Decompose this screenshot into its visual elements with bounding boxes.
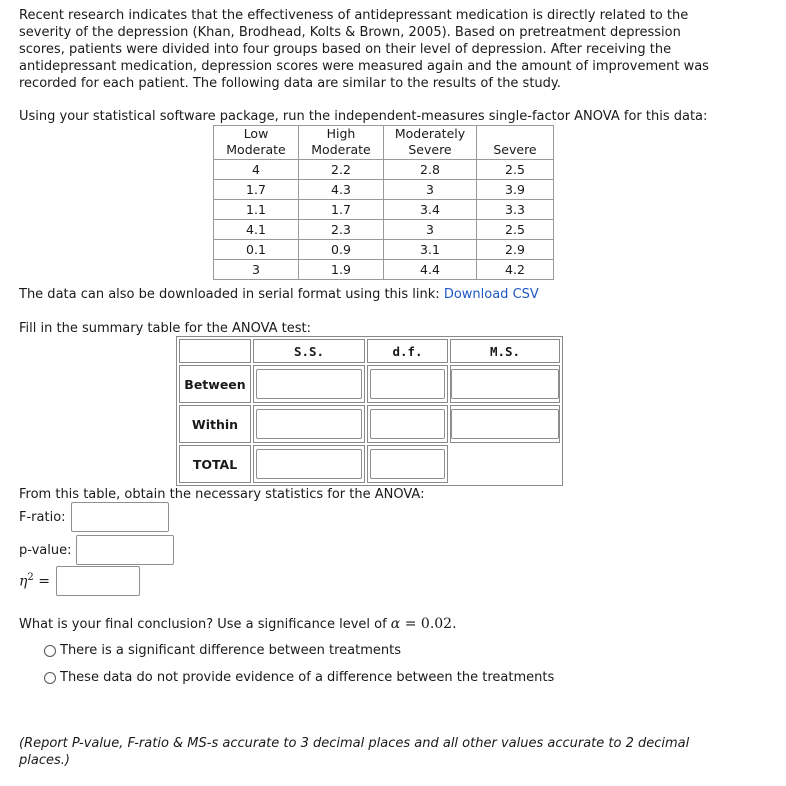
table-cell: 3: [214, 260, 299, 280]
table-cell: 2.5: [477, 220, 554, 240]
p-value-input[interactable]: [76, 535, 174, 565]
data-table: [213, 125, 554, 280]
table-cell: 3.4: [384, 200, 477, 220]
table-cell: 3.9: [477, 180, 554, 200]
total-ss-input[interactable]: [256, 449, 362, 479]
summary-row-within: [179, 405, 560, 443]
table-row: [214, 180, 554, 200]
anova-summary-table: [176, 336, 563, 486]
summary-header-row: [179, 339, 560, 363]
between-df-input[interactable]: [370, 369, 445, 399]
instruction-text: Using your statistical software package, run the independent-measures single-factor ANOVA for this data:: [19, 109, 708, 124]
download-csv-link[interactable]: Download CSV: [443, 287, 539, 302]
total-df-input[interactable]: [370, 449, 445, 479]
table-row: [214, 240, 554, 260]
cell-total-ms-empty: [450, 445, 560, 483]
option-significant-difference[interactable]: [44, 642, 401, 659]
within-df-input[interactable]: [370, 409, 445, 439]
table-row: [214, 200, 554, 220]
p-value-label: p-value:: [19, 542, 72, 558]
summary-corner-cell: [179, 339, 251, 363]
table-cell: 2.8: [384, 160, 477, 180]
header-ms: M.S.: [450, 339, 560, 363]
cell-total-df: [367, 445, 448, 483]
radio-button[interactable]: [44, 672, 56, 684]
download-line: [19, 286, 539, 303]
table-row: [214, 260, 554, 280]
intro-paragraph: Recent research indicates that the effectiveness of antidepressant medication is directly related to the severity of the depression (Khan, Brodhead, Kolts & Brown, 2005). Based on pretreatment depression scores, patients were divided into four groups based on their level of depression. After receiving the antidepressant medication, depression scores were measured again and the amount of improvement was recorded for each patient. The following data are similar to the results of the study.: [19, 8, 709, 91]
table-cell: 2.9: [477, 240, 554, 260]
cell-between-ss: [253, 365, 365, 403]
cell-between-df: [367, 365, 448, 403]
eta-squared-input[interactable]: [56, 566, 140, 596]
reporting-note: (Report P-value, F-ratio & MS-s accurate to 3 decimal places and all other values accurate to 2 decimal places.): [19, 736, 690, 768]
header-ss: S.S.: [253, 339, 365, 363]
table-cell: 3: [384, 220, 477, 240]
table-cell: 1.1: [214, 200, 299, 220]
conclusion-text: What is your final conclusion? Use a significance level of: [19, 617, 387, 632]
radio-button[interactable]: [44, 645, 56, 657]
row-label-within: Within: [179, 405, 251, 443]
table-cell: 0.1: [214, 240, 299, 260]
header-low-moderate: Low Moderate: [214, 126, 299, 160]
table-cell: 2.5: [477, 160, 554, 180]
within-ss-input[interactable]: [256, 409, 362, 439]
table-cell: 4: [214, 160, 299, 180]
header-moderately-severe: Moderately Severe: [384, 126, 477, 160]
alpha-expression: α = 0.02.: [390, 616, 457, 632]
table-cell: 1.9: [299, 260, 384, 280]
cell-within-ms: [450, 405, 560, 443]
between-ss-input[interactable]: [256, 369, 362, 399]
table-cell: 4.2: [477, 260, 554, 280]
row-label-between: Between: [179, 365, 251, 403]
table-cell: 1.7: [214, 180, 299, 200]
fill-summary-label: Fill in the summary table for the ANOVA test:: [19, 321, 312, 336]
header-severe: Severe: [477, 126, 554, 160]
table-cell: 3.3: [477, 200, 554, 220]
data-table-header-row: [214, 126, 554, 160]
table-cell: 3: [384, 180, 477, 200]
table-cell: 4.4: [384, 260, 477, 280]
row-label-total: TOTAL: [179, 445, 251, 483]
option-label: These data do not provide evidence of a difference between the treatments: [60, 670, 555, 685]
header-high-moderate: High Moderate: [299, 126, 384, 160]
table-row: [214, 220, 554, 240]
table-cell: 3.1: [384, 240, 477, 260]
conclusion-question: [19, 615, 457, 634]
table-cell: 2.2: [299, 160, 384, 180]
summary-row-total: [179, 445, 560, 483]
option-label: There is a significant difference between treatments: [60, 643, 401, 658]
option-no-evidence[interactable]: [44, 669, 554, 686]
p-value-row: [19, 535, 174, 565]
f-ratio-input[interactable]: [71, 502, 169, 532]
summary-row-between: [179, 365, 560, 403]
cell-between-ms: [450, 365, 560, 403]
between-ms-input[interactable]: [451, 369, 559, 399]
download-text: The data can also be downloaded in serial format using this link:: [19, 287, 440, 302]
table-cell: 4.3: [299, 180, 384, 200]
table-cell: 1.7: [299, 200, 384, 220]
header-df: d.f.: [367, 339, 448, 363]
from-table-text: From this table, obtain the necessary statistics for the ANOVA:: [19, 487, 425, 502]
table-cell: 4.1: [214, 220, 299, 240]
cell-within-ss: [253, 405, 365, 443]
table-cell: 2.3: [299, 220, 384, 240]
table-row: [214, 160, 554, 180]
eta-squared-row: [19, 566, 140, 596]
eta-squared-label: $\eta^2$ =: [19, 572, 50, 590]
within-ms-input[interactable]: [451, 409, 559, 439]
f-ratio-row: [19, 502, 169, 532]
cell-within-df: [367, 405, 448, 443]
cell-total-ss: [253, 445, 365, 483]
f-ratio-label: F-ratio:: [19, 509, 66, 525]
table-cell: 0.9: [299, 240, 384, 260]
